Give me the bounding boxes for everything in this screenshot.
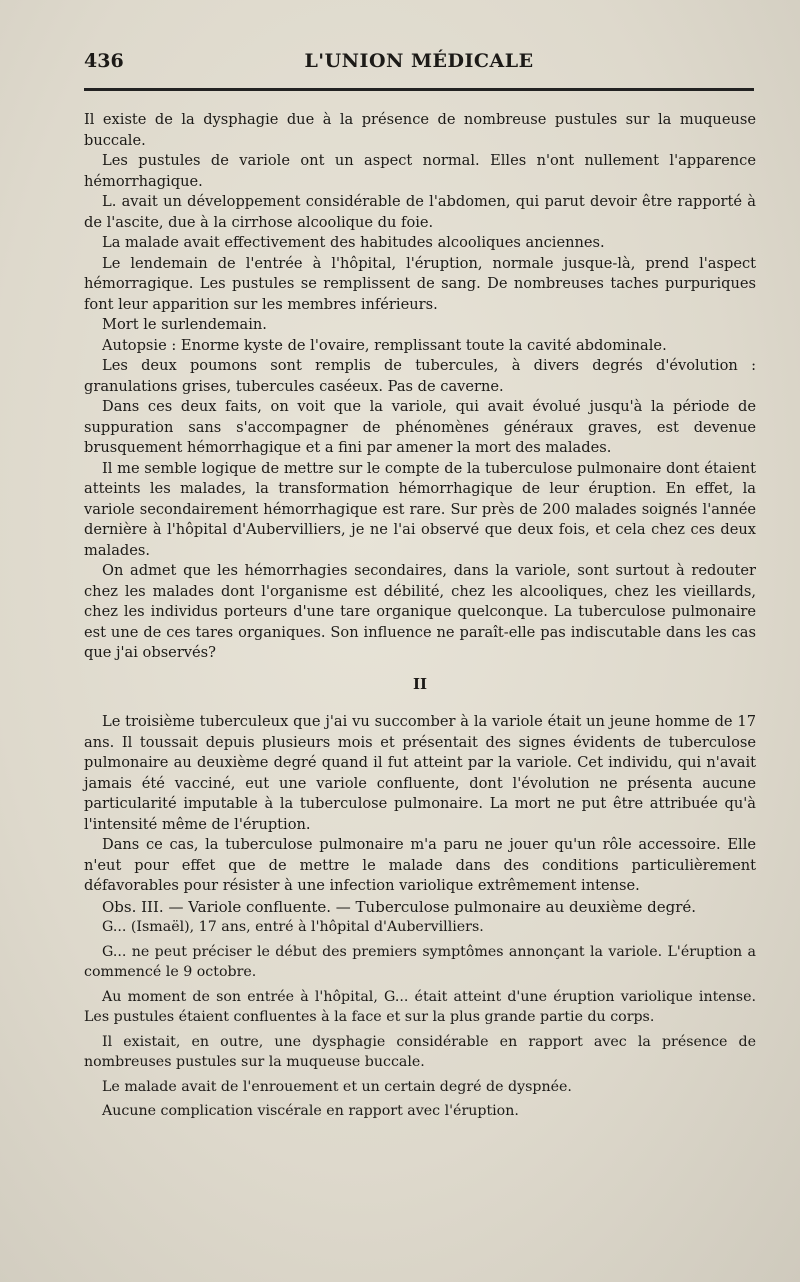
paragraph: Il existe de la dysphagie due à la présence de nombreuse pustules sur la muqueuse buccale.	[84, 111, 756, 149]
header-rule	[84, 88, 754, 91]
observation-block	[84, 917, 756, 1122]
paragraph: Mort le surlendemain.	[102, 316, 267, 333]
paragraph: Les pustules de variole ont un aspect normal. Elles n'ont nullement l'apparence hémorrhagique.	[84, 152, 756, 190]
section-number: II	[412, 674, 428, 693]
observation-paragraph: Il existait, en outre, une dysphagie considérable en rapport avec la présence de nombreuses pustules sur la muqueuse buccale.	[84, 1033, 756, 1070]
observation-paragraph: Au moment de son entrée à l'hôpital, G... était atteint d'une éruption variolique intense. Les pustules étaient confluentes à la face et sur la plus grande partie du corps.	[84, 988, 756, 1025]
paragraph: Le lendemain de l'entrée à l'hôpital, l'éruption, normale jusque-là, prend l'aspect hémorragique. Les pustules se remplissent de sang. De nombreuses taches purpuriques font leur apparition sur les membres inférieurs.	[84, 254, 756, 313]
running-title: L'UNION MÉDICALE	[304, 50, 534, 72]
paragraph: Dans ces deux faits, on voit que la variole, qui avait évolué jusqu'à la période de suppuration sans s'accompagner de phénomènes généraux graves, est devenue brusquement hémorrhagique et a fini par amener la mort des malades.	[84, 398, 756, 456]
paragraph: Le troisième tuberculeux que j'ai vu succomber à la variole était un jeune homme de 17 ans. Il toussait depuis plusieurs mois et présentait des signes évidents de tuberculose pulmonaire au deuxième degré quand il fut atteint par la variole. Cet individu, qui n'avait jamais été vacciné, eut une variole confluente, dont l'évolution ne présenta aucune particularité imputable à la tuberculose pulmonaire. La mort ne put être attribuée qu'à l'intensité même de l'éruption.	[84, 713, 756, 833]
observation-paragraph: Aucune complication viscérale en rapport avec l'éruption.	[102, 1103, 519, 1119]
paragraph: La malade avait effectivement des habitudes alcooliques anciennes.	[102, 234, 605, 251]
observation-title: Obs. III. — Variole confluente. — Tuberculose pulmonaire au deuxième degré.	[102, 897, 697, 916]
paragraph: On admet que les hémorrhagies secondaires, dans la variole, sont surtout à redouter chez les malades dont l'organisme est débilité, chez les alcooliques, chez les vieillards, chez les individus porteurs d'une tare organique quelconque. La tuberculose pulmonaire est une de ces tares organiques. Son influence ne paraît-elle pas indiscutable dans les cas que j'ai observés?	[84, 562, 756, 661]
paragraph: Dans ce cas, la tuberculose pulmonaire m'a paru ne jouer qu'un rôle accessoire. Elle n'eut pour effet que de mettre le malade dans des conditions particulièrement défavorables pour résister à une infection variolique extrêmement intense.	[84, 836, 756, 894]
page-header	[84, 48, 754, 76]
observation-paragraph: G... (Ismaël), 17 ans, entré à l'hôpital d'Aubervilliers.	[102, 919, 484, 935]
paragraph: Autopsie : Enorme kyste de l'ovaire, remplissant toute la cavité abdominale.	[102, 336, 667, 354]
paragraph: Les deux poumons sont remplis de tubercules, à divers degrés d'évolution : granulations grises, tubercules caséeux. Pas de caverne.	[84, 357, 756, 395]
observation-paragraph: G... ne peut préciser le début des premiers symptômes annonçant la variole. L'éruption a commencé le 9 octobre.	[84, 943, 756, 980]
paragraph: L. avait un développement considérable de l'abdomen, qui parut devoir être rapporté à de l'ascite, due à la cirrhose alcoolique du foie.	[84, 193, 756, 231]
page-number: 436	[84, 50, 124, 72]
paragraph: Il me semble logique de mettre sur le compte de la tuberculose pulmonaire dont étaient atteints les malades, la transformation hémorrhagique de leur éruption. En effet, la variole secondairement hémorrhagique est rare. Sur près de 200 malades soignés l'année dernière à l'hôpital d'Aubervilliers, je ne l'ai observé que deux fois, et cela chez ces deux malades.	[84, 459, 756, 559]
article-body	[84, 110, 756, 1126]
observation-paragraph: Le malade avait de l'enrouement et un certain degré de dyspnée.	[102, 1078, 572, 1095]
